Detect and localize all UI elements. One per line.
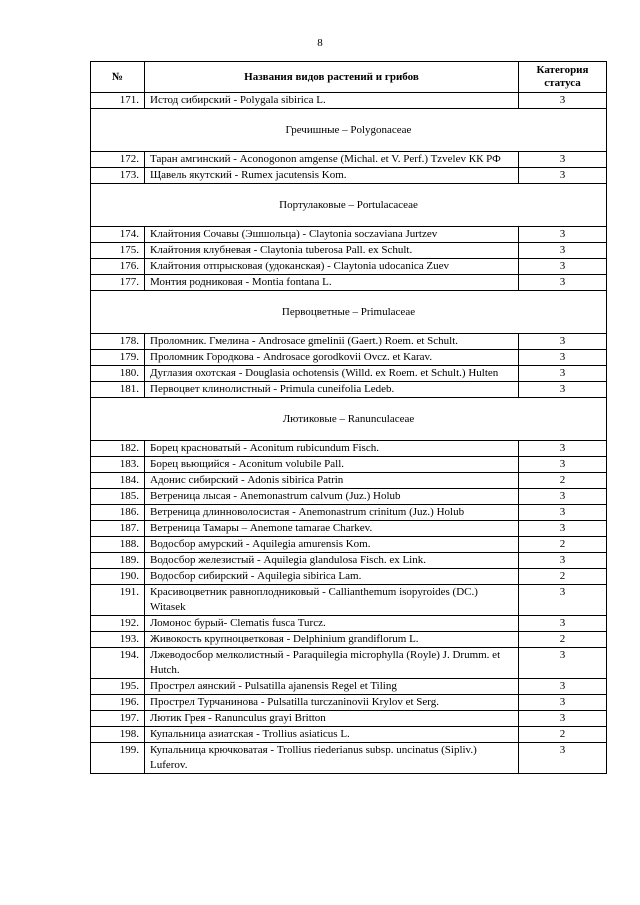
species-row bbox=[91, 334, 607, 350]
species-row bbox=[91, 152, 607, 168]
species-row bbox=[91, 679, 607, 695]
species-number: 192. bbox=[91, 616, 145, 632]
header-name: Названия видов растений и грибов bbox=[145, 62, 519, 93]
species-name: Борец красноватый - Aconitum rubicundum Fisch. bbox=[145, 441, 519, 457]
species-status: 2 bbox=[519, 727, 607, 743]
species-name: Красивоцветник равноплодниковый - Callianthemum isopyroides (DC.) Witasek bbox=[145, 585, 519, 616]
species-name: Клайтония Сочавы (Эшшольца) - Claytonia soczaviana Jurtzev bbox=[145, 227, 519, 243]
family-row bbox=[91, 184, 607, 227]
species-row bbox=[91, 632, 607, 648]
species-number: 188. bbox=[91, 537, 145, 553]
species-status: 3 bbox=[519, 648, 607, 679]
species-name: Истод сибирский - Polygala sibirica L. bbox=[145, 93, 519, 109]
species-row bbox=[91, 537, 607, 553]
species-row bbox=[91, 457, 607, 473]
table-body bbox=[91, 93, 607, 774]
species-number: 194. bbox=[91, 648, 145, 679]
species-name: Адонис сибирский - Adonis sibirica Patrin bbox=[145, 473, 519, 489]
species-number: 171. bbox=[91, 93, 145, 109]
species-status: 3 bbox=[519, 457, 607, 473]
species-status: 3 bbox=[519, 553, 607, 569]
species-name: Проломник Городкова - Androsace gorodkovii Ovcz. et Karav. bbox=[145, 350, 519, 366]
species-name: Купальница крючковатая - Trollius riederianus subsp. uncinatus (Sipliv.) Luferov. bbox=[145, 743, 519, 774]
species-status: 3 bbox=[519, 168, 607, 184]
species-row bbox=[91, 382, 607, 398]
species-status: 3 bbox=[519, 441, 607, 457]
species-name: Первоцвет клинолистный - Primula cuneifolia Ledeb. bbox=[145, 382, 519, 398]
species-name: Клайтония клубневая - Claytonia tuberosa Pall. ex Schult. bbox=[145, 243, 519, 259]
species-status: 3 bbox=[519, 152, 607, 168]
species-status: 3 bbox=[519, 616, 607, 632]
species-number: 182. bbox=[91, 441, 145, 457]
species-status: 3 bbox=[519, 350, 607, 366]
header-status-line2: статуса bbox=[544, 77, 581, 89]
species-row bbox=[91, 505, 607, 521]
species-row bbox=[91, 366, 607, 382]
family-row bbox=[91, 109, 607, 152]
species-row bbox=[91, 727, 607, 743]
species-number: 187. bbox=[91, 521, 145, 537]
species-row bbox=[91, 93, 607, 109]
species-status: 3 bbox=[519, 382, 607, 398]
species-status: 3 bbox=[519, 275, 607, 291]
family-name: Портулаковые – Portulacaceae bbox=[91, 184, 607, 227]
species-table bbox=[90, 61, 607, 774]
species-number: 197. bbox=[91, 711, 145, 727]
species-status: 3 bbox=[519, 695, 607, 711]
species-row bbox=[91, 711, 607, 727]
page-number: 8 bbox=[317, 37, 323, 49]
species-number: 186. bbox=[91, 505, 145, 521]
species-row bbox=[91, 350, 607, 366]
species-name: Водосбор сибирский - Aquilegia sibirica Lam. bbox=[145, 569, 519, 585]
species-number: 185. bbox=[91, 489, 145, 505]
header-number: № bbox=[91, 62, 145, 93]
species-status: 3 bbox=[519, 585, 607, 616]
species-name: Проломник. Гмелина - Androsace gmelinii (Gaert.) Roem. et Schult. bbox=[145, 334, 519, 350]
species-name: Ломонос бурый- Clematis fusca Turcz. bbox=[145, 616, 519, 632]
species-number: 183. bbox=[91, 457, 145, 473]
species-number: 191. bbox=[91, 585, 145, 616]
species-name: Лютик Грея - Ranunculus grayi Britton bbox=[145, 711, 519, 727]
species-number: 181. bbox=[91, 382, 145, 398]
species-name: Прострел Турчанинова - Pulsatilla turczaninovii Krylov et Serg. bbox=[145, 695, 519, 711]
species-name: Борец вьющийся - Aconitum volubile Pall. bbox=[145, 457, 519, 473]
species-status: 3 bbox=[519, 243, 607, 259]
species-row bbox=[91, 227, 607, 243]
species-name: Монтия родниковая - Montia fontana L. bbox=[145, 275, 519, 291]
family-row bbox=[91, 398, 607, 441]
species-name: Щавель якутский - Rumex jacutensis Kom. bbox=[145, 168, 519, 184]
species-number: 178. bbox=[91, 334, 145, 350]
species-number: 175. bbox=[91, 243, 145, 259]
species-row bbox=[91, 243, 607, 259]
species-number: 173. bbox=[91, 168, 145, 184]
species-row bbox=[91, 489, 607, 505]
species-name: Ветреница Тамары – Anemone tamarae Charkev. bbox=[145, 521, 519, 537]
species-number: 176. bbox=[91, 259, 145, 275]
species-name: Живокость крупноцветковая - Delphinium grandiflorum L. bbox=[145, 632, 519, 648]
species-number: 196. bbox=[91, 695, 145, 711]
species-status: 3 bbox=[519, 521, 607, 537]
header-status-line1: Категория bbox=[536, 64, 589, 76]
species-number: 180. bbox=[91, 366, 145, 382]
species-status: 3 bbox=[519, 366, 607, 382]
species-number: 193. bbox=[91, 632, 145, 648]
species-row bbox=[91, 569, 607, 585]
species-status: 3 bbox=[519, 489, 607, 505]
species-row bbox=[91, 553, 607, 569]
species-row bbox=[91, 743, 607, 774]
species-number: 195. bbox=[91, 679, 145, 695]
species-status: 2 bbox=[519, 632, 607, 648]
species-name: Дуглазия охотская - Douglasia ochotensis (Willd. ex Roem. et Schult.) Hulten bbox=[145, 366, 519, 382]
species-status: 3 bbox=[519, 505, 607, 521]
species-row bbox=[91, 585, 607, 616]
species-number: 198. bbox=[91, 727, 145, 743]
species-status: 3 bbox=[519, 334, 607, 350]
species-row bbox=[91, 168, 607, 184]
species-row bbox=[91, 473, 607, 489]
species-name: Прострел аянский - Pulsatilla ajanensis Regel et Tiling bbox=[145, 679, 519, 695]
species-row bbox=[91, 521, 607, 537]
species-name: Лжеводосбор мелколистный - Paraquilegia microphylla (Royle) J. Drumm. et Hutch. bbox=[145, 648, 519, 679]
species-status: 3 bbox=[519, 743, 607, 774]
species-name: Таран амгинский - Aconogonon amgense (Michal. et V. Perf.) Tzvelev КК РФ bbox=[145, 152, 519, 168]
species-status: 2 bbox=[519, 473, 607, 489]
header-status bbox=[519, 62, 607, 93]
species-name: Ветреница длинноволосистая - Anemonastrum crinitum (Juz.) Holub bbox=[145, 505, 519, 521]
species-row bbox=[91, 648, 607, 679]
species-name: Водосбор железистый - Aquilegia glandulosa Fisch. ex Link. bbox=[145, 553, 519, 569]
species-number: 190. bbox=[91, 569, 145, 585]
species-status: 3 bbox=[519, 711, 607, 727]
family-row bbox=[91, 291, 607, 334]
species-name: Ветреница лысая - Anemonastrum calvum (Juz.) Holub bbox=[145, 489, 519, 505]
species-number: 179. bbox=[91, 350, 145, 366]
species-status: 3 bbox=[519, 93, 607, 109]
species-row bbox=[91, 441, 607, 457]
table-header-row bbox=[91, 62, 607, 93]
species-status: 3 bbox=[519, 679, 607, 695]
species-number: 174. bbox=[91, 227, 145, 243]
species-status: 2 bbox=[519, 537, 607, 553]
species-name: Клайтония отпрысковая (удоканская) - Claytonia udocanica Zuev bbox=[145, 259, 519, 275]
species-number: 189. bbox=[91, 553, 145, 569]
species-status: 3 bbox=[519, 259, 607, 275]
species-status: 3 bbox=[519, 227, 607, 243]
family-name: Первоцветные – Primulaceae bbox=[91, 291, 607, 334]
species-name: Водосбор амурский - Aquilegia amurensis Kom. bbox=[145, 537, 519, 553]
species-number: 177. bbox=[91, 275, 145, 291]
family-name: Гречишные – Polygonaceae bbox=[91, 109, 607, 152]
species-row bbox=[91, 259, 607, 275]
species-number: 172. bbox=[91, 152, 145, 168]
species-status: 2 bbox=[519, 569, 607, 585]
species-row bbox=[91, 616, 607, 632]
species-name: Купальница азиатская - Trollius asiaticus L. bbox=[145, 727, 519, 743]
species-row bbox=[91, 695, 607, 711]
species-row bbox=[91, 275, 607, 291]
family-name: Лютиковые – Ranunculaceae bbox=[91, 398, 607, 441]
species-number: 184. bbox=[91, 473, 145, 489]
species-number: 199. bbox=[91, 743, 145, 774]
